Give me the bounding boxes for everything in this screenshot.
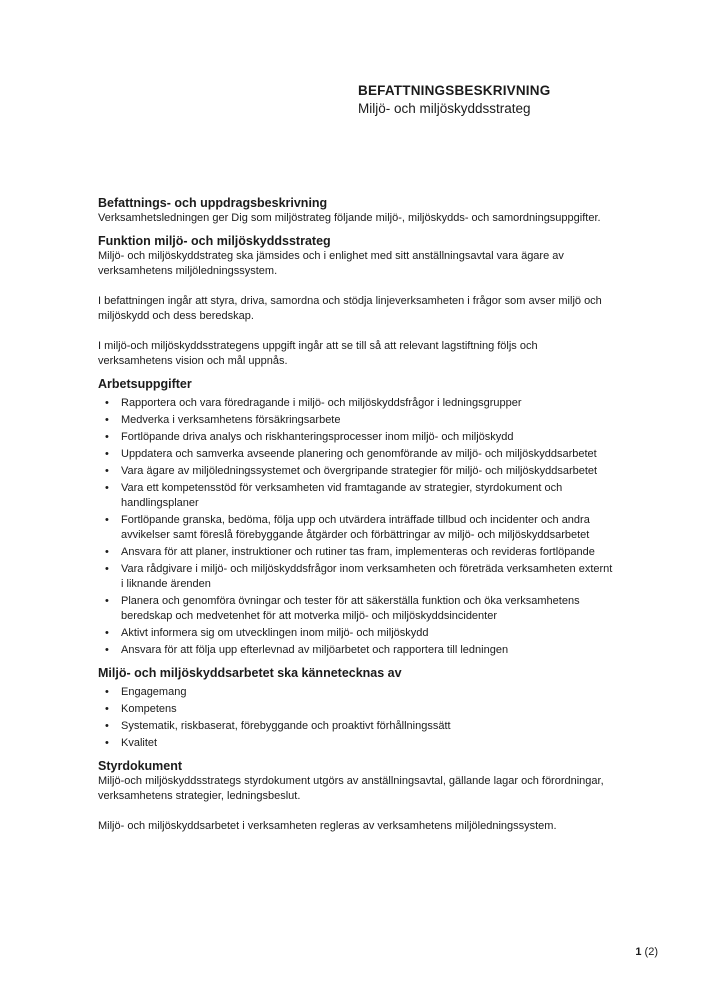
section-heading: Befattnings- och uppdragsbeskrivning: [98, 196, 328, 210]
section-kannetecknas: [98, 666, 614, 751]
task-item: • Fortlöpande driva analys och riskhanteringsprocesser inom miljö- och miljöskydd: [98, 430, 614, 445]
page-number-current: 1: [635, 946, 642, 958]
page-number-total: (2): [644, 946, 658, 958]
document-header: [358, 0, 614, 118]
paragraph: I miljö-och miljöskyddsstrategens uppgift ingår att se till så att relevant lagstiftning följs och verksamhetens vision och mål uppnås.: [98, 340, 538, 367]
task-item: • Ansvara för att följa upp efterlevnad av miljöarbetet och rapportera till ledningen: [98, 643, 614, 658]
section-heading: Funktion miljö- och miljöskyddsstrateg: [98, 234, 331, 248]
section-heading: Styrdokument: [98, 759, 183, 773]
section-funktion: [98, 234, 614, 369]
section-befattnings-uppdragsbeskrivning: [98, 196, 614, 226]
task-list: [98, 396, 614, 658]
task-item: • Vara rådgivare i miljö- och miljöskyddsfrågor inom verksamheten och företräda verksamheten externt i liknande ärenden: [98, 562, 614, 592]
task-item: • Medverka i verksamhetens försäkringsarbete: [98, 413, 614, 428]
task-item: • Planera och genomföra övningar och tester för att säkerställa funktion och öka verksamhetens beredskap och medvetenhet för att motverka miljö- och miljöskyddsincidenter: [98, 594, 614, 624]
document-title: BEFATTNINGSBESKRIVNING: [358, 83, 551, 98]
document-subtitle: Miljö- och miljöskyddsstrateg: [358, 101, 531, 116]
task-item: • Rapportera och vara föredragande i miljö- och miljöskyddsfrågor i ledningsgrupper: [98, 396, 614, 411]
task-item: • Ansvara för att planer, instruktioner och rutiner tas fram, implementeras och revideras fortlöpande: [98, 545, 614, 560]
characteristic-item: • Systematik, riskbaserat, förebyggande och proaktivt förhållningssätt: [98, 719, 614, 734]
task-item: • Vara ägare av miljöledningssystemet och övergripande strategier för miljö- och miljöskyddsarbetet: [98, 464, 614, 479]
section-heading: Miljö- och miljöskyddsarbetet ska kännetecknas av: [98, 666, 402, 680]
document-content: [98, 0, 614, 834]
task-item: • Aktivt informera sig om utvecklingen inom miljö- och miljöskydd: [98, 626, 614, 641]
section-arbetsuppgifter: [98, 377, 614, 658]
task-item: • Fortlöpande granska, bedöma, följa upp och utvärdera inträffade tillbud och incidenter och andra avvikelser samt föreslå förebyggande åtgärder och förbättringar av miljö- och miljöskyddsarbetet: [98, 513, 614, 543]
section-styrdokument: [98, 759, 614, 834]
characteristic-item: • Kompetens: [98, 702, 614, 717]
paragraph: Miljö- och miljöskyddstrateg ska jämsides och i enlighet med sitt anställningsavtal vara ägare av verksamhetens miljöledningssystem.: [98, 250, 564, 277]
page-footer: [635, 946, 658, 959]
characteristic-item: • Kvalitet: [98, 736, 614, 751]
section-heading: Arbetsuppgifter: [98, 377, 192, 391]
characteristic-item: • Engagemang: [98, 685, 614, 700]
paragraph: Miljö- och miljöskyddsarbetet i verksamheten regleras av verksamhetens miljöledningssystem.: [98, 820, 557, 832]
paragraph: I befattningen ingår att styra, driva, samordna och stödja linjeverksamheten i frågor som avser miljö och miljöskydd och dess beredskap.: [98, 295, 602, 322]
task-item: • Vara ett kompetensstöd för verksamheten vid framtagande av strategier, styrdokument och handlingsplaner: [98, 481, 614, 511]
task-item: • Uppdatera och samverka avseende planering och genomförande av miljö- och miljöskyddsarbetet: [98, 447, 614, 462]
characteristics-list: [98, 685, 614, 751]
paragraph: Verksamhetsledningen ger Dig som miljöstrateg följande miljö-, miljöskydds- och samordningsuppgifter.: [98, 212, 601, 224]
paragraph: Miljö-och miljöskyddsstrategs styrdokument utgörs av anställningsavtal, gällande lagar och förordningar, verksamhetens strategier, ledningsbeslut.: [98, 775, 604, 802]
